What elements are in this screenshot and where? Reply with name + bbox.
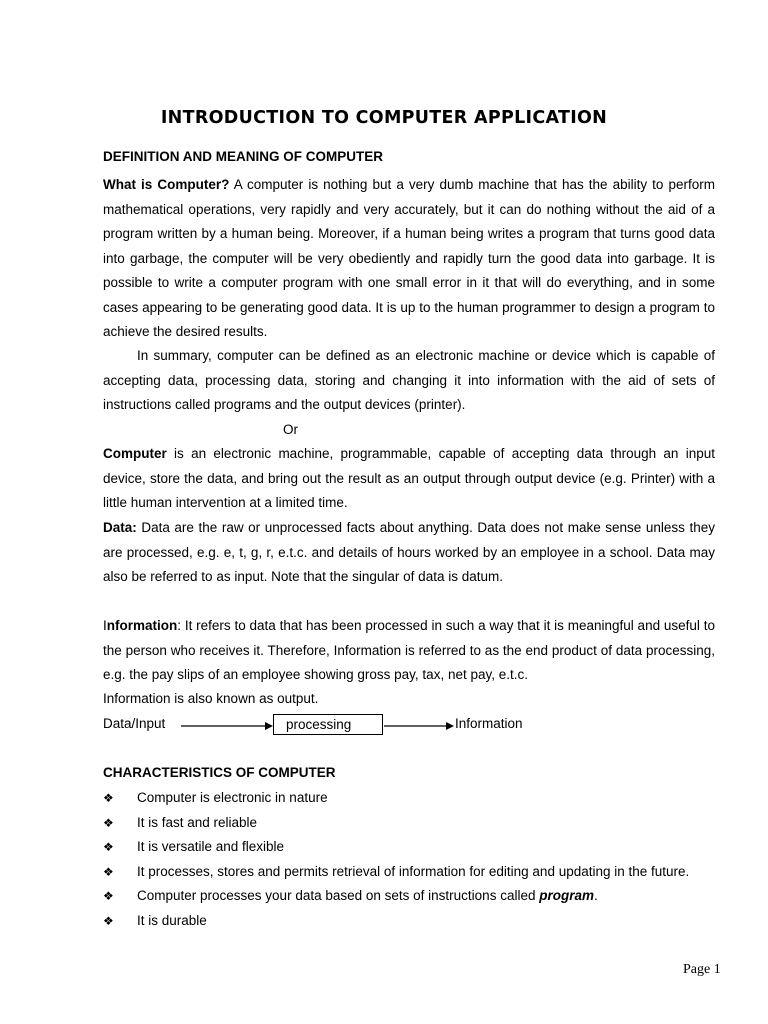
flow-process-box: processing (273, 714, 383, 735)
list-item-text: It is versatile and flexible (137, 839, 285, 854)
info-output-line: Information is also known as output. (103, 691, 319, 706)
computer-definition-lead: Computer (103, 446, 167, 461)
diamond-bullet-icon: ❖ (103, 815, 114, 830)
list-item-text-tail: . (593, 888, 598, 903)
information-definition-paragraph (103, 614, 715, 688)
summary-paragraph: In summary, computer can be defined as an electronic machine or device which is capable of accepting data, processing data, storing and changing it into information with the aid of sets of instructions called programs and the output devices (printer). (103, 348, 715, 412)
what-is-computer-paragraph (103, 173, 715, 345)
diamond-bullet-icon: ❖ (103, 791, 114, 805)
list-item-text: It is durable (137, 912, 207, 928)
or-separator: Or (283, 422, 298, 437)
list-item-text: Computer is electronic in nature (137, 790, 328, 805)
list-item (103, 811, 743, 836)
document-title: INTRODUCTION TO COMPUTER APPLICATION (160, 108, 608, 128)
page-number: Page 1 (683, 962, 721, 977)
list-item (103, 909, 743, 934)
definition-heading: DEFINITION AND MEANING OF COMPUTER (103, 149, 383, 164)
what-is-computer-text: A computer is nothing but a very dumb machine that has the ability to perform mathematical operations, very rapidly and very accurately, but it can do nothing without the aid of a program written by a human being. Moreover, if a human being writes a program that turns good data into garbage, the computer will be very obediently and rapidly turn the good data into garbage. It is possible to write a computer program with one small error in it that will do everything, and in some cases appearing to be generating good data. It is up to the human programmer to design a program to achieve the desired results. (103, 177, 715, 339)
information-lead-initial: I (103, 618, 107, 633)
diamond-bullet-icon: ❖ (103, 913, 114, 928)
program-emphasis: program (539, 888, 594, 903)
characteristics-heading: CHARACTERISTICS OF COMPUTER (103, 765, 336, 780)
flow-arrow-out-icon (384, 720, 454, 732)
list-item (103, 786, 743, 811)
information-definition-text: : It refers to data that has been processed in such a way that it is meaningful and useful to the person who receives it. Therefore, Information is referred to as the end product of data processing, e.g. the pay slips of an employee showing gross pay, tax, net pay, e.t.c. (103, 618, 715, 682)
computer-definition-paragraph (103, 442, 715, 516)
data-processing-flow (103, 714, 623, 738)
list-item (103, 835, 743, 860)
data-definition-paragraph (103, 516, 715, 590)
characteristics-list (103, 786, 743, 933)
list-item-text: It processes, stores and permits retrieval of information for editing and updating in the future. (137, 863, 690, 879)
diamond-bullet-icon: ❖ (103, 889, 114, 903)
list-item (103, 860, 743, 885)
computer-definition-text: is an electronic machine, programmable, capable of accepting data through an input device, store the data, and bring out the result as an output through output device (e.g. Printer) with a little human intervention at a limited time. (103, 446, 715, 510)
flow-input-label: Data/Input (103, 716, 166, 731)
what-is-computer-lead: What is Computer? (103, 177, 230, 192)
list-item-text: It is fast and reliable (137, 814, 258, 830)
diamond-bullet-icon: ❖ (103, 864, 114, 879)
information-lead-rest: nformation (106, 618, 178, 633)
flow-output-label: Information (455, 716, 523, 731)
diamond-bullet-icon: ❖ (103, 840, 114, 854)
data-definition-lead: Data: (103, 520, 137, 535)
list-item-text (137, 884, 598, 909)
list-item (103, 884, 743, 909)
data-definition-text: Data are the raw or unprocessed facts about anything. Data does not make sense unless they are processed, e.g. e, t, g, r, e.t.c. and details of hours worked by an employee in a school. Data may also be referred to as input. Note that the singular of data is datum. (103, 520, 715, 584)
list-item-text-main: Computer processes your data based on sets of instructions called (137, 888, 540, 903)
flow-arrow-in-icon (181, 720, 273, 732)
